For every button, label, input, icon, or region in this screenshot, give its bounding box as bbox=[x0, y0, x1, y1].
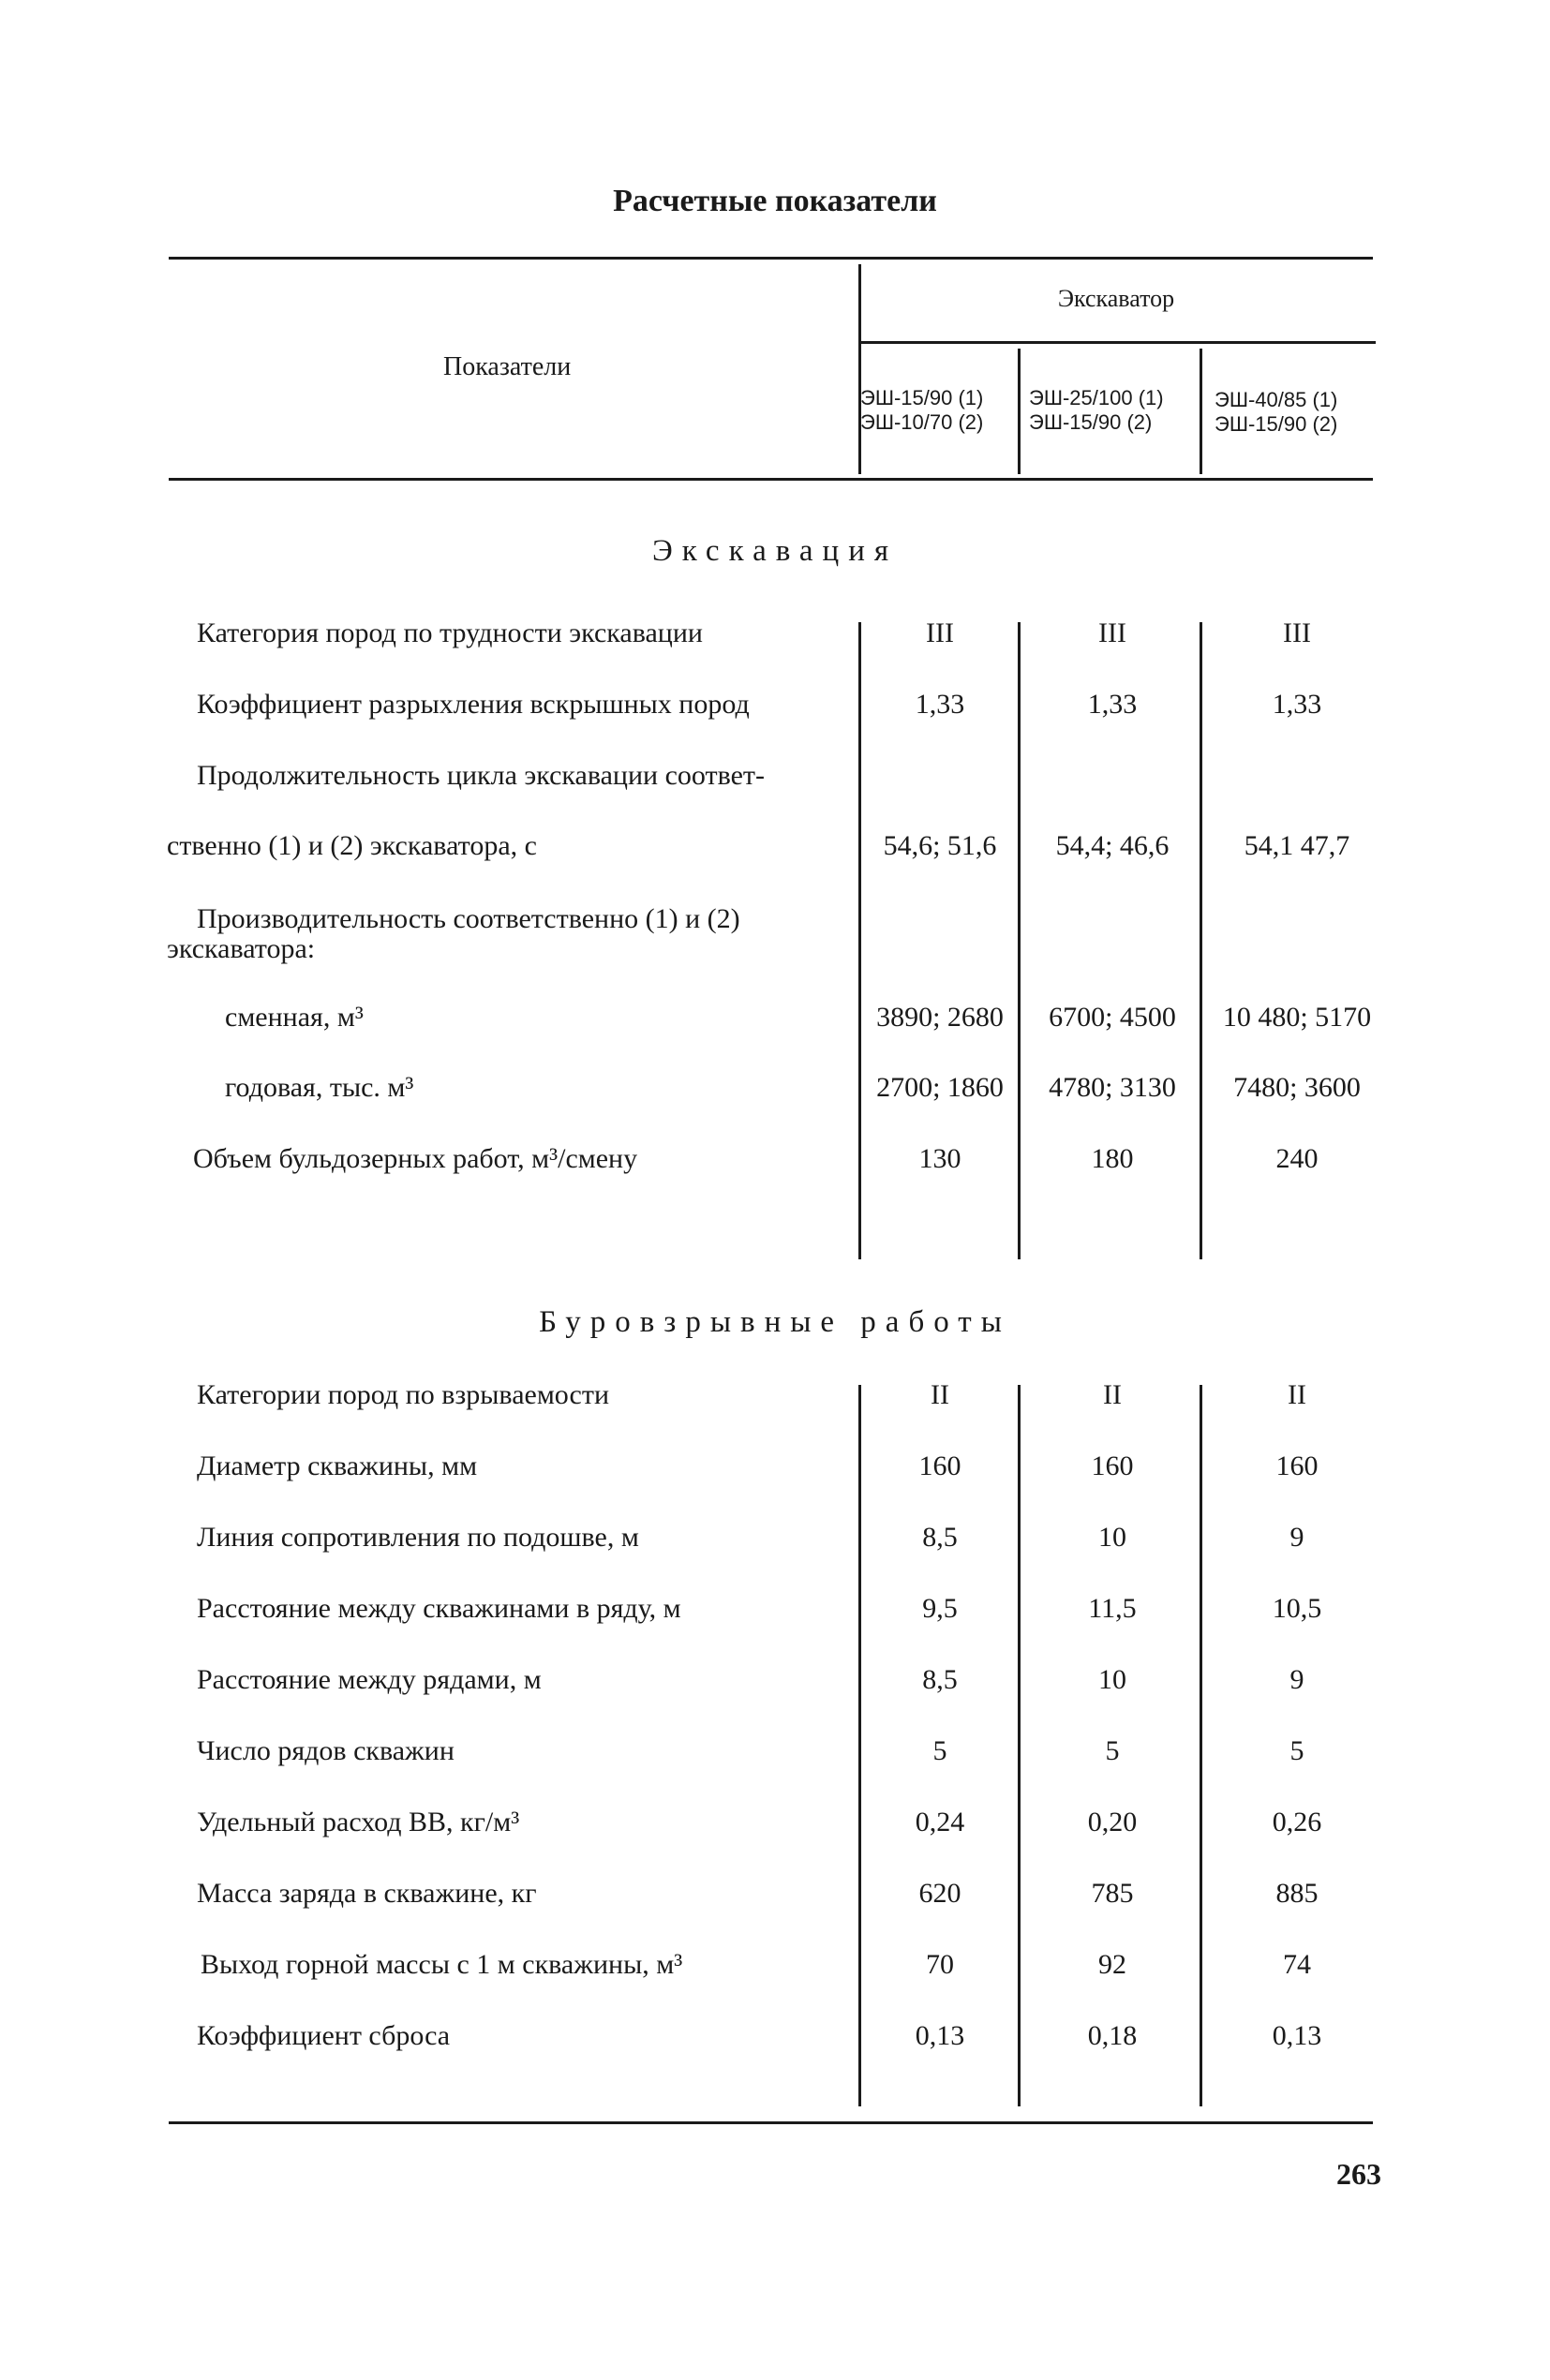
section-title-excavation: Экскавация bbox=[651, 534, 899, 568]
table-cell: 7480; 3600 bbox=[1233, 1072, 1361, 1103]
row-label: Линия сопротивления по подошве, м bbox=[197, 1522, 639, 1553]
table-cell: II bbox=[1103, 1379, 1122, 1410]
table-cell: III bbox=[1098, 617, 1126, 648]
table-cell: 0,24 bbox=[915, 1807, 965, 1837]
row-label: Производительность соответственно (1) и (2) bbox=[197, 903, 740, 934]
subheader-divider-1 bbox=[1018, 349, 1021, 474]
row-label: Число рядов скважин bbox=[197, 1735, 455, 1766]
table-cell: 0,13 bbox=[915, 2020, 965, 2051]
table-cell: 1,33 bbox=[1087, 689, 1138, 720]
row-label: Выход горной массы с 1 м скважины, м³ bbox=[201, 1949, 683, 1980]
table-cell: 5 bbox=[1105, 1735, 1120, 1766]
table-cell: 10 bbox=[1098, 1522, 1126, 1553]
row-label: экскаватора: bbox=[167, 933, 316, 964]
table-cell: 0,18 bbox=[1087, 2020, 1138, 2051]
table-cell: II bbox=[931, 1379, 949, 1410]
excavator-header-rule bbox=[860, 341, 1376, 344]
table-cell: 70 bbox=[926, 1949, 954, 1980]
row-label: Расстояние между рядами, м bbox=[197, 1664, 542, 1695]
table-cell: 54,6; 51,6 bbox=[883, 830, 997, 861]
section-title-drilling: Буровзрывные работы bbox=[539, 1305, 1011, 1339]
row-label: Категория пород по трудности экскавации bbox=[197, 617, 703, 648]
table-cell: 1,33 bbox=[1272, 689, 1322, 720]
row-label: Категории пород по взрываемости bbox=[197, 1379, 610, 1410]
table-bottom-rule bbox=[169, 2121, 1373, 2124]
row-label: Расстояние между скважинами в ряду, м bbox=[197, 1593, 681, 1624]
excavator-header: Экскаватор bbox=[1057, 285, 1175, 312]
row-label: годовая, тыс. м³ bbox=[225, 1072, 414, 1103]
table-cell: 1,33 bbox=[915, 689, 965, 720]
table-cell: 160 bbox=[1091, 1450, 1134, 1481]
row-label: сменная, м³ bbox=[225, 1002, 364, 1033]
table-cell: 160 bbox=[1275, 1450, 1319, 1481]
table-cell: 10,5 bbox=[1272, 1593, 1322, 1624]
table-cell: 130 bbox=[918, 1143, 961, 1174]
table-cell: 5 bbox=[932, 1735, 947, 1766]
table-cell: 885 bbox=[1275, 1878, 1319, 1909]
table-cell: 3890; 2680 bbox=[876, 1002, 1004, 1033]
row-label: Масса заряда в скважине, кг bbox=[197, 1878, 537, 1909]
table-cell: 8,5 bbox=[922, 1522, 958, 1553]
row-label: Объем бульдозерных работ, м³/смену bbox=[193, 1143, 638, 1174]
table-cell: 240 bbox=[1275, 1143, 1319, 1174]
table-cell: III bbox=[926, 617, 954, 648]
table-cell: 5 bbox=[1289, 1735, 1304, 1766]
table-cell: 9 bbox=[1289, 1664, 1304, 1695]
indicators-header: Показатели bbox=[443, 352, 572, 381]
column-header-1: ЭШ-15/90 (1) ЭШ-10/70 (2) bbox=[860, 386, 984, 434]
table-cell: 74 bbox=[1283, 1949, 1311, 1980]
table-cell: 54,1 47,7 bbox=[1244, 830, 1350, 861]
row-label: Удельный расход ВВ, кг/м³ bbox=[197, 1807, 520, 1837]
table-cell: III bbox=[1283, 617, 1311, 648]
subheader-divider-2 bbox=[1200, 349, 1202, 474]
row-label: ственно (1) и (2) экскаватора, с bbox=[167, 830, 537, 861]
table-cell: 620 bbox=[918, 1878, 961, 1909]
table-cell: 10 bbox=[1098, 1664, 1126, 1695]
page-number: 263 bbox=[1336, 2157, 1381, 2191]
table-cell: 6700; 4500 bbox=[1049, 1002, 1176, 1033]
table-cell: 10 480; 5170 bbox=[1222, 1002, 1372, 1033]
table-cell: 180 bbox=[1091, 1143, 1134, 1174]
table-cell: 160 bbox=[918, 1450, 961, 1481]
table-cell: II bbox=[1288, 1379, 1306, 1410]
page-title: Расчетные показатели bbox=[613, 184, 937, 218]
table-top-rule bbox=[169, 257, 1373, 260]
row-label: Продолжительность цикла экскавации соответ- bbox=[197, 760, 766, 791]
table-cell: 8,5 bbox=[922, 1664, 958, 1695]
table-cell: 4780; 3130 bbox=[1049, 1072, 1176, 1103]
table-cell: 0,26 bbox=[1272, 1807, 1322, 1837]
column-header-2: ЭШ-25/100 (1) ЭШ-15/90 (2) bbox=[1029, 386, 1164, 434]
column-header-3: ЭШ-40/85 (1) ЭШ-15/90 (2) bbox=[1215, 388, 1338, 436]
table-cell: 9,5 bbox=[922, 1593, 958, 1624]
row-label: Коэффициент разрыхления вскрышных пород bbox=[197, 689, 750, 720]
header-bottom-rule bbox=[169, 478, 1373, 481]
table-cell: 54,4; 46,6 bbox=[1055, 830, 1170, 861]
table-cell: 9 bbox=[1289, 1522, 1304, 1553]
row-label: Коэффициент сброса bbox=[197, 2020, 451, 2051]
table-cell: 2700; 1860 bbox=[876, 1072, 1004, 1103]
table-cell: 92 bbox=[1098, 1949, 1126, 1980]
table-cell: 0,20 bbox=[1087, 1807, 1138, 1837]
table-cell: 11,5 bbox=[1088, 1593, 1137, 1624]
table-cell: 785 bbox=[1091, 1878, 1134, 1909]
table-cell: 0,13 bbox=[1272, 2020, 1322, 2051]
row-label: Диаметр скважины, мм bbox=[197, 1450, 478, 1481]
